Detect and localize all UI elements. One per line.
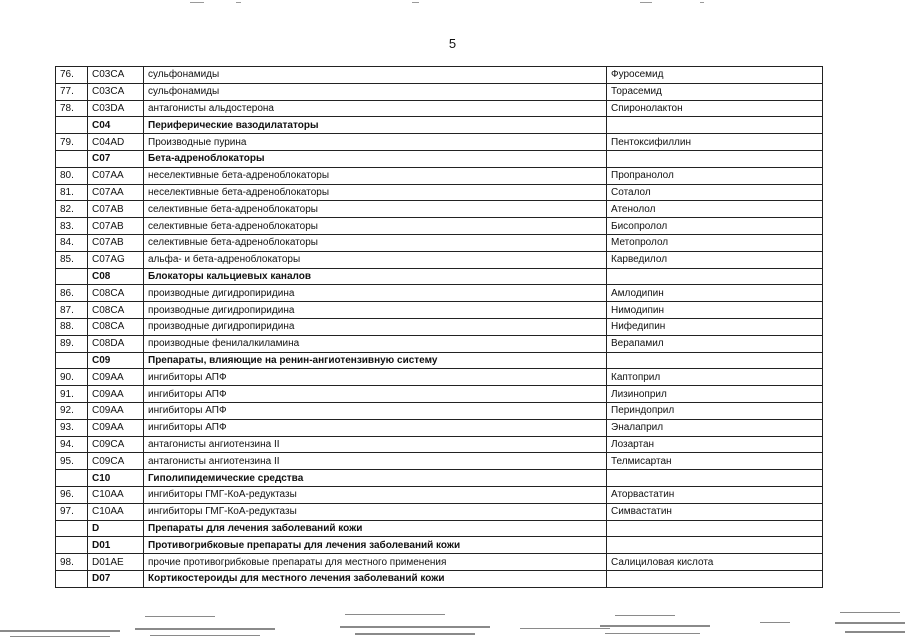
row-number-cell: 90. <box>56 369 88 386</box>
table-row <box>56 184 823 201</box>
drug-name-cell <box>607 117 823 134</box>
atc-code-cell: C08 <box>88 268 144 285</box>
table-body <box>56 67 823 588</box>
atc-code-cell: C04AD <box>88 134 144 151</box>
row-number-cell: 79. <box>56 134 88 151</box>
pharmacological-group-cell: Кортикостероиды для местного лечения заболеваний кожи <box>144 570 607 587</box>
section-row <box>56 570 823 587</box>
atc-code-cell: C07AB <box>88 218 144 235</box>
pharmacological-group-cell: антагонисты ангиотензина II <box>144 453 607 470</box>
pharmacological-group-cell: антагонисты альдостерона <box>144 100 607 117</box>
pharmacological-group-cell: Бета-адреноблокаторы <box>144 150 607 167</box>
section-row <box>56 268 823 285</box>
atc-code-cell: C07AB <box>88 201 144 218</box>
section-row <box>56 520 823 537</box>
pharmacological-group-cell: альфа- и бета-адреноблокаторы <box>144 251 607 268</box>
atc-code-cell: D01AE <box>88 554 144 571</box>
drug-name-cell: Салициловая кислота <box>607 554 823 571</box>
drug-name-cell: Карведилол <box>607 251 823 268</box>
pharmacological-group-cell: производные дигидропиридина <box>144 285 607 302</box>
atc-code-cell: D <box>88 520 144 537</box>
drug-name-cell <box>607 470 823 487</box>
row-number-cell <box>56 352 88 369</box>
row-number-cell: 88. <box>56 318 88 335</box>
drug-name-cell: Лозартан <box>607 436 823 453</box>
drug-name-cell: Эналаприл <box>607 419 823 436</box>
row-number-cell <box>56 268 88 285</box>
pharmacological-group-cell: Периферические вазодилататоры <box>144 117 607 134</box>
table-row <box>56 167 823 184</box>
scan-artifact-bottom <box>0 600 905 640</box>
table-row <box>56 436 823 453</box>
atc-code-cell: C07AG <box>88 251 144 268</box>
drug-name-cell: Нимодипин <box>607 302 823 319</box>
drug-name-cell: Атенолол <box>607 201 823 218</box>
table-row <box>56 386 823 403</box>
table-row <box>56 251 823 268</box>
drug-name-cell: Соталол <box>607 184 823 201</box>
atc-code-cell: C09CA <box>88 453 144 470</box>
row-number-cell: 89. <box>56 335 88 352</box>
pharmacological-group-cell: Препараты для лечения заболеваний кожи <box>144 520 607 537</box>
drug-name-cell <box>607 537 823 554</box>
section-row <box>56 150 823 167</box>
drug-name-cell: Телмисартан <box>607 453 823 470</box>
pharmacological-group-cell: ингибиторы ГМГ-КоА-редуктазы <box>144 503 607 520</box>
atc-code-cell: C10 <box>88 470 144 487</box>
table-row <box>56 369 823 386</box>
section-row <box>56 352 823 369</box>
table-row <box>56 486 823 503</box>
atc-code-cell: C08CA <box>88 302 144 319</box>
row-number-cell: 83. <box>56 218 88 235</box>
row-number-cell: 97. <box>56 503 88 520</box>
atc-code-cell: C09AA <box>88 402 144 419</box>
pharmacological-group-cell: неселективные бета-адреноблокаторы <box>144 184 607 201</box>
pharmacological-group-cell: производные фенилалкиламина <box>144 335 607 352</box>
scan-artifact-top <box>0 0 905 6</box>
row-number-cell: 78. <box>56 100 88 117</box>
row-number-cell <box>56 470 88 487</box>
atc-code-cell: C07AB <box>88 234 144 251</box>
table-row <box>56 201 823 218</box>
pharmacological-group-cell: Гиполипидемические средства <box>144 470 607 487</box>
table-row <box>56 100 823 117</box>
row-number-cell: 87. <box>56 302 88 319</box>
pharmacological-group-cell: производные дигидропиридина <box>144 318 607 335</box>
drug-name-cell: Лизиноприл <box>607 386 823 403</box>
drug-name-cell: Спиронолактон <box>607 100 823 117</box>
atc-code-cell: C07AA <box>88 184 144 201</box>
pharmacological-group-cell: антагонисты ангиотензина II <box>144 436 607 453</box>
table-row <box>56 554 823 571</box>
table-row <box>56 335 823 352</box>
row-number-cell: 96. <box>56 486 88 503</box>
atc-code-cell: C03CA <box>88 83 144 100</box>
pharmacological-group-cell: ингибиторы АПФ <box>144 419 607 436</box>
drug-name-cell: Фуросемид <box>607 67 823 84</box>
row-number-cell: 91. <box>56 386 88 403</box>
pharmacological-group-cell: Блокаторы кальциевых каналов <box>144 268 607 285</box>
row-number-cell: 76. <box>56 67 88 84</box>
row-number-cell: 82. <box>56 201 88 218</box>
atc-code-cell: C03DA <box>88 100 144 117</box>
table-row <box>56 503 823 520</box>
row-number-cell: 85. <box>56 251 88 268</box>
pharmacological-group-cell: ингибиторы ГМГ-КоА-редуктазы <box>144 486 607 503</box>
atc-code-cell: C09AA <box>88 419 144 436</box>
drug-name-cell <box>607 268 823 285</box>
drug-name-cell: Амлодипин <box>607 285 823 302</box>
table-row <box>56 453 823 470</box>
drug-name-cell: Верапамил <box>607 335 823 352</box>
pharmacological-group-cell: Противогрибковые препараты для лечения заболеваний кожи <box>144 537 607 554</box>
row-number-cell: 93. <box>56 419 88 436</box>
row-number-cell <box>56 520 88 537</box>
drug-table <box>55 66 823 588</box>
pharmacological-group-cell: сульфонамиды <box>144 83 607 100</box>
row-number-cell <box>56 150 88 167</box>
atc-code-cell: D01 <box>88 537 144 554</box>
row-number-cell <box>56 537 88 554</box>
atc-code-cell: C07 <box>88 150 144 167</box>
table-row <box>56 134 823 151</box>
drug-name-cell <box>607 352 823 369</box>
drug-name-cell <box>607 570 823 587</box>
pharmacological-group-cell: прочие противогрибковые препараты для местного применения <box>144 554 607 571</box>
drug-name-cell: Метопролол <box>607 234 823 251</box>
atc-code-cell: C07AA <box>88 167 144 184</box>
row-number-cell <box>56 117 88 134</box>
drug-name-cell: Нифедипин <box>607 318 823 335</box>
atc-code-cell: C08CA <box>88 318 144 335</box>
table-row <box>56 318 823 335</box>
table-row <box>56 83 823 100</box>
row-number-cell: 84. <box>56 234 88 251</box>
row-number-cell <box>56 570 88 587</box>
atc-code-cell: C09 <box>88 352 144 369</box>
row-number-cell: 95. <box>56 453 88 470</box>
pharmacological-group-cell: неселективные бета-адреноблокаторы <box>144 167 607 184</box>
drug-name-cell: Пентоксифиллин <box>607 134 823 151</box>
drug-name-cell <box>607 150 823 167</box>
table-row <box>56 419 823 436</box>
row-number-cell: 98. <box>56 554 88 571</box>
atc-code-cell: C10AA <box>88 503 144 520</box>
atc-code-cell: C09AA <box>88 386 144 403</box>
pharmacological-group-cell: Препараты, влияющие на ренин-ангиотензивную систему <box>144 352 607 369</box>
row-number-cell: 92. <box>56 402 88 419</box>
atc-code-cell: C04 <box>88 117 144 134</box>
pharmacological-group-cell: производные дигидропиридина <box>144 302 607 319</box>
table-row <box>56 67 823 84</box>
table-row <box>56 285 823 302</box>
drug-name-cell <box>607 520 823 537</box>
atc-code-cell: C08DA <box>88 335 144 352</box>
drug-name-cell: Периндоприл <box>607 402 823 419</box>
pharmacological-group-cell: селективные бета-адреноблокаторы <box>144 218 607 235</box>
atc-code-cell: C03CA <box>88 67 144 84</box>
table-row <box>56 218 823 235</box>
pharmacological-group-cell: сульфонамиды <box>144 67 607 84</box>
drug-name-cell: Пропранолол <box>607 167 823 184</box>
pharmacological-group-cell: селективные бета-адреноблокаторы <box>144 234 607 251</box>
table-row <box>56 302 823 319</box>
atc-code-cell: D07 <box>88 570 144 587</box>
section-row <box>56 470 823 487</box>
atc-code-cell: C10AA <box>88 486 144 503</box>
row-number-cell: 81. <box>56 184 88 201</box>
atc-code-cell: C09CA <box>88 436 144 453</box>
drug-name-cell: Торасемид <box>607 83 823 100</box>
atc-code-cell: C08CA <box>88 285 144 302</box>
pharmacological-group-cell: Производные пурина <box>144 134 607 151</box>
pharmacological-group-cell: селективные бета-адреноблокаторы <box>144 201 607 218</box>
table-row <box>56 234 823 251</box>
drug-name-cell: Симвастатин <box>607 503 823 520</box>
pharmacological-group-cell: ингибиторы АПФ <box>144 402 607 419</box>
row-number-cell: 80. <box>56 167 88 184</box>
row-number-cell: 77. <box>56 83 88 100</box>
drug-name-cell: Бисопролол <box>607 218 823 235</box>
drug-name-cell: Каптоприл <box>607 369 823 386</box>
section-row <box>56 537 823 554</box>
drug-name-cell: Аторвастатин <box>607 486 823 503</box>
pharmacological-group-cell: ингибиторы АПФ <box>144 369 607 386</box>
row-number-cell: 86. <box>56 285 88 302</box>
table-row <box>56 402 823 419</box>
pharmacological-group-cell: ингибиторы АПФ <box>144 386 607 403</box>
section-row <box>56 117 823 134</box>
atc-code-cell: C09AA <box>88 369 144 386</box>
row-number-cell: 94. <box>56 436 88 453</box>
page-number: 5 <box>448 36 457 51</box>
